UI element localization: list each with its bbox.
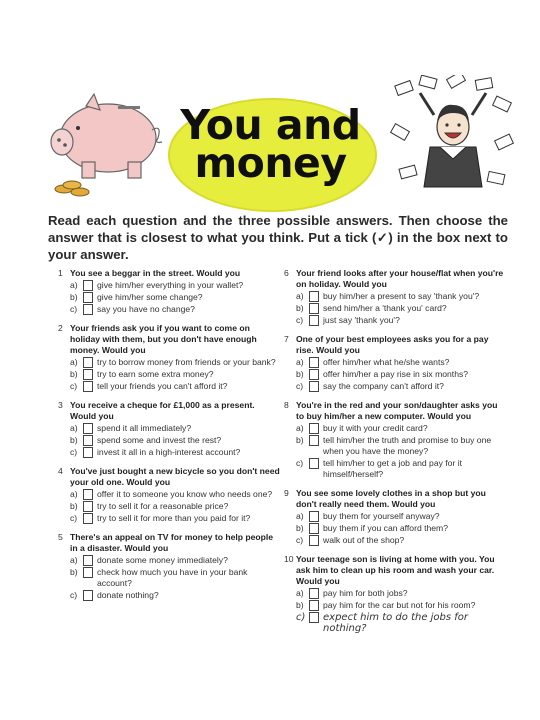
option-a — [296, 511, 506, 522]
option-text: buy it with your credit card? — [323, 423, 428, 433]
option-text: tell him/her to get a job and pay for it himself/herself? — [323, 458, 463, 479]
question-text: You receive a cheque for £1,000 as a present. Would you — [70, 400, 255, 421]
page-title — [168, 101, 373, 187]
question-6 — [284, 268, 506, 326]
option-letter: c) — [70, 381, 78, 391]
question-number: 4 — [58, 466, 63, 476]
option-letter: b) — [70, 369, 78, 379]
answer-checkbox[interactable] — [83, 590, 93, 601]
option-letter: c) — [296, 381, 304, 391]
question-4 — [58, 466, 280, 524]
option-letter: a) — [296, 423, 304, 433]
option-letter: b) — [296, 369, 304, 379]
option-text: invest it all in a high-interest account? — [97, 447, 241, 457]
answer-checkbox[interactable] — [83, 555, 93, 566]
question-9 — [284, 488, 506, 546]
option-a — [296, 291, 506, 302]
answer-checkbox[interactable] — [309, 303, 319, 314]
question-5 — [58, 532, 280, 601]
option-text: donate nothing? — [97, 590, 159, 600]
option-letter: c) — [70, 590, 78, 600]
question-text: You're in the red and your son/daughter asks you to buy him/her a new computer. Would you — [296, 400, 498, 421]
answer-checkbox[interactable] — [309, 588, 319, 599]
question-text: There's an appeal on TV for money to help people in a disaster. Would you — [70, 532, 274, 553]
question-text: Your teenage son is living at home with you. You ask him to clean up his room and wash your car. Would you — [296, 554, 495, 586]
option-a — [70, 555, 280, 566]
option-text: send him/her a 'thank you' card? — [323, 303, 447, 313]
answer-checkbox[interactable] — [309, 511, 319, 522]
answer-checkbox[interactable] — [83, 513, 93, 524]
option-letter: a) — [296, 588, 304, 598]
option-text: walk out of the shop? — [323, 535, 405, 545]
question-number: 7 — [284, 334, 289, 344]
answer-checkbox[interactable] — [309, 535, 319, 546]
option-letter: b) — [296, 600, 304, 610]
option-text: try to sell it for a reasonable price? — [97, 501, 229, 511]
option-text: pay him for both jobs? — [323, 588, 408, 598]
option-letter: b) — [296, 303, 304, 313]
answer-checkbox[interactable] — [83, 435, 93, 446]
option-letter: a) — [70, 280, 78, 290]
option-c — [70, 304, 280, 315]
question-text: You've just bought a new bicycle so you don't need your old one. Would you — [70, 466, 280, 487]
option-text: check how much you have in your bank account? — [97, 567, 248, 588]
option-c — [70, 447, 280, 458]
option-c — [296, 315, 506, 326]
option-text: try to borrow money from friends or your bank? — [97, 357, 276, 367]
option-text: offer it to someone you know who needs one? — [97, 489, 273, 499]
option-letter: b) — [70, 567, 78, 577]
option-text: spend some and invest the rest? — [97, 435, 222, 445]
answer-checkbox[interactable] — [309, 600, 319, 611]
option-text: say you have no change? — [97, 304, 195, 314]
option-b — [70, 435, 280, 446]
option-c — [70, 513, 280, 524]
option-b — [70, 369, 280, 380]
option-b — [296, 435, 506, 457]
answer-checkbox[interactable] — [83, 501, 93, 512]
answer-checkbox[interactable] — [309, 357, 319, 368]
question-number: 9 — [284, 488, 289, 498]
question-10 — [284, 554, 506, 634]
option-a — [296, 357, 506, 368]
question-number: 3 — [58, 400, 63, 410]
option-letter: c) — [296, 535, 304, 545]
answer-checkbox[interactable] — [83, 304, 93, 315]
option-b — [70, 292, 280, 303]
option-letter: b) — [296, 523, 304, 533]
option-c — [296, 535, 506, 546]
question-number: 6 — [284, 268, 289, 278]
option-letter: a) — [296, 357, 304, 367]
question-2 — [58, 323, 280, 392]
option-letter: a) — [70, 489, 78, 499]
option-letter: c) — [296, 458, 304, 468]
answer-checkbox[interactable] — [83, 447, 93, 458]
answer-checkbox[interactable] — [309, 523, 319, 534]
option-text: say the company can't afford it? — [323, 381, 444, 391]
option-letter: a) — [296, 291, 304, 301]
option-text: try to earn some extra money? — [97, 369, 214, 379]
option-c — [296, 612, 506, 634]
answer-checkbox[interactable] — [309, 381, 319, 392]
questions-left-column — [58, 268, 280, 609]
option-a — [296, 423, 506, 434]
option-letter: c) — [296, 612, 306, 623]
question-number: 1 — [58, 268, 63, 278]
option-text: tell your friends you can't afford it? — [97, 381, 228, 391]
answer-checkbox[interactable] — [309, 435, 319, 446]
answer-checkbox[interactable] — [83, 423, 93, 434]
answer-checkbox[interactable] — [309, 423, 319, 434]
option-text: pay him for the car but not for his room? — [323, 600, 476, 610]
answer-checkbox[interactable] — [83, 292, 93, 303]
option-b — [296, 600, 506, 611]
option-letter: c) — [296, 315, 304, 325]
option-text: buy him/her a present to say 'thank you'? — [323, 291, 480, 301]
questions-right-column — [284, 268, 506, 642]
option-c — [296, 381, 506, 392]
option-letter: b) — [70, 292, 78, 302]
option-letter: b) — [296, 435, 304, 445]
option-letter: c) — [70, 304, 78, 314]
answer-checkbox[interactable] — [309, 612, 319, 623]
question-number: 2 — [58, 323, 63, 333]
option-text: tell him/her the truth and promise to buy one when you have the money? — [323, 435, 492, 456]
option-letter: b) — [70, 501, 78, 511]
question-3 — [58, 400, 280, 458]
answer-checkbox[interactable] — [309, 458, 319, 469]
answer-checkbox[interactable] — [83, 369, 93, 380]
option-text: offer him/her a pay rise in six months? — [323, 369, 469, 379]
option-letter: c) — [70, 513, 78, 523]
option-letter: a) — [296, 511, 304, 521]
question-7 — [284, 334, 506, 392]
option-b — [70, 501, 280, 512]
answer-checkbox[interactable] — [83, 357, 93, 368]
option-letter: a) — [70, 357, 78, 367]
question-1 — [58, 268, 280, 315]
answer-checkbox[interactable] — [309, 315, 319, 326]
question-number: 8 — [284, 400, 289, 410]
option-text: expect him to do the jobs for nothing? — [323, 612, 469, 634]
answer-checkbox[interactable] — [83, 280, 93, 291]
option-c — [70, 590, 280, 601]
question-text: Your friend looks after your house/flat when you're on holiday. Would you — [296, 268, 504, 289]
option-letter: a) — [70, 423, 78, 433]
option-c — [296, 458, 506, 480]
answer-checkbox[interactable] — [83, 381, 93, 392]
question-number: 5 — [58, 532, 63, 542]
option-text: spend it all immediately? — [97, 423, 192, 433]
question-text: You see a beggar in the street. Would you — [70, 268, 241, 278]
option-a — [296, 588, 506, 599]
option-text: donate some money immediately? — [97, 555, 228, 565]
question-8 — [284, 400, 506, 480]
option-letter: c) — [70, 447, 78, 457]
option-text: just say 'thank you'? — [323, 315, 400, 325]
option-a — [70, 489, 280, 500]
piggy-bank-illustration — [40, 90, 170, 210]
man-throwing-money-illustration — [390, 75, 515, 200]
title-line1: You and — [180, 101, 361, 149]
option-a — [70, 280, 280, 291]
option-b — [70, 567, 280, 589]
question-text: Your friends ask you if you want to come on holiday with them, but you don't have enough money. Would you — [70, 323, 257, 355]
question-text: You see some lovely clothes in a shop but you don't really need them. Would you — [296, 488, 486, 509]
option-c — [70, 381, 280, 392]
option-text: buy them for yourself anyway? — [323, 511, 440, 521]
option-b — [296, 369, 506, 380]
option-text: give him/her some change? — [97, 292, 203, 302]
answer-checkbox[interactable] — [309, 369, 319, 380]
answer-checkbox[interactable] — [309, 291, 319, 302]
title-line2: money — [194, 139, 347, 187]
option-text: give him/her everything in your wallet? — [97, 280, 244, 290]
option-text: offer him/her what he/she wants? — [323, 357, 450, 367]
answer-checkbox[interactable] — [83, 489, 93, 500]
instructions: Read each question and the three possible answers. Then choose the answer that is closest to what you think. Put a tick (✓) in the box next to your answer. — [48, 213, 508, 262]
option-a — [70, 423, 280, 434]
option-a — [70, 357, 280, 368]
option-text: try to sell it for more than you paid for it? — [97, 513, 251, 523]
question-text: One of your best employees asks you for a pay rise. Would you — [296, 334, 489, 355]
answer-checkbox[interactable] — [83, 567, 93, 578]
option-text: buy them if you can afford them? — [323, 523, 448, 533]
option-letter: b) — [70, 435, 78, 445]
option-b — [296, 303, 506, 314]
option-letter: a) — [70, 555, 78, 565]
header — [0, 80, 540, 200]
question-number: 10 — [284, 554, 294, 564]
option-b — [296, 523, 506, 534]
